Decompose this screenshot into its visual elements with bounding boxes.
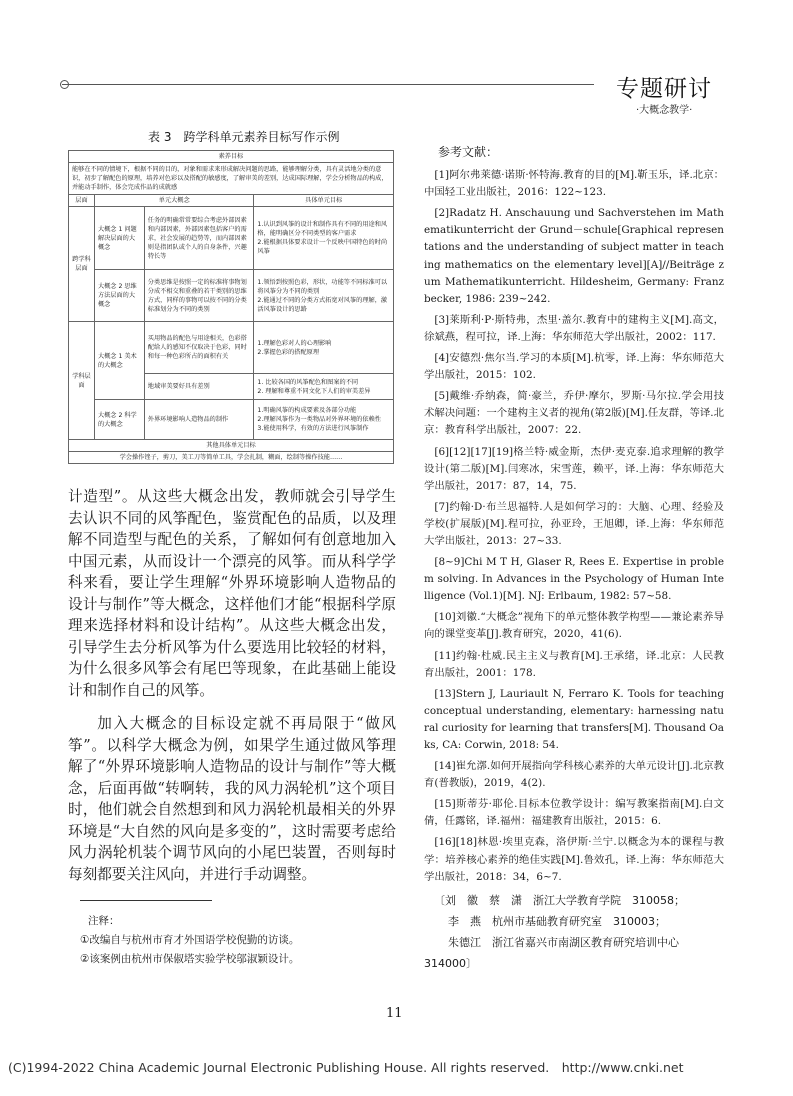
paragraph-text: 计造型”。从这些大概念出发，教师就会引导学生去认识不同的风筝配色，鉴赏配色的品质，以及理解不同造型与配色的关系，了解如何有创意地加入中国元素，从而设计一个漂亮的风筝。而从科学学科来看，要让学生理解“外界环境影响人造物品的设计与制作”等大概念，这样他们才能“根据科学原理来选择材料和设计结构”。从这些大概念出发，引导学生去分析风筝为什么要选用比较轻的材料，为什么很多风筝会有尾巴等现象，在此基础上能设计和制作自己的风筝。 (68, 488, 396, 699)
author-line: 李 燕 杭州市基础教育研究室 310003； (448, 914, 666, 928)
reference-item: [2]Radatz H. Anschauung und Sachverstehen im Mathematikunterricht der Grund－schule[Graphical representations and the understanding of subject matter in teaching mathematics on the elementary level][A]//Beiträge zum Mathematikunterricht. Hildesheim, Germany: Franzbecker, 1986: 239~242. (424, 207, 724, 305)
table-intro: 能够在不同的情境下，根据不同的目的，对象和需求来形成解决问题的思路，能够理解分类，具有灵活地分类的意识，初步了解配色的原理，培养对色彩以及搭配的敏感度，了解审美的差别，达成国际理解，学会分析物品的构成，并能动手制作，体会完成作品的成就感 (69, 163, 394, 195)
row-goal: 1. 比较各国的风筝配色和图案的不同 2. 理解和尊重不同文化下人们的审美差异 (254, 374, 394, 400)
column-subtitle: ·大概念教学· (636, 105, 693, 116)
reference-item: [5]戴维·乔纳森，简·豪兰，乔伊·摩尔，罗斯·马尔拉.学会用技术解决问题：一个建构主义者的视角(第2版)[M].任友群，等译.北京：教育科学出版社，2007：22. (424, 390, 724, 437)
reference-item: [7]约翰·D·布兰思福特.人是如何学习的：大脑、心理、经验及学校(扩展版)[M].程可拉，孙亚玲，王旭卿，译.上海：华东师范大学出版社，2013：27~33. (424, 500, 724, 547)
table-other: 学会操作锉子，剪刀，美工刀等简单工具，学会扎制，糊面，绘制等操作技能…… (69, 452, 394, 464)
header-rule (62, 84, 594, 85)
reference-item: [10]刘徽.“大概念”视角下的单元整体教学构型——兼论素养导向的课堂变革[J].教育研究，2020，41(6). (424, 611, 724, 641)
note-item: ②该案例由杭州市保俶塔实验学校邬淑颖设计。 (80, 953, 300, 965)
row-concept: 大概念 2 科学的大概念 (94, 400, 144, 440)
page-number: 11 (386, 1006, 403, 1021)
row-goal: 1.认识到风筝的设计和制作具有不同的用途和风格，能明确区分不同类型的客户需求 2.能根据具体要求设计一个反映中国特色的时尚风筝 (254, 207, 394, 270)
row-core: 买用物品的配色与用途相关，色彩搭配给人的感知不仅取决于色彩，同时和每一种色彩所占的面积有关 (144, 322, 254, 374)
copyright-footer: (C)1994-2022 China Academic Journal Electronic Publishing House. All rights reserved. http://www.cnki.net (8, 1060, 684, 1075)
header-level: 层面 (69, 195, 95, 207)
header-goal: 具体单元目标 (254, 195, 394, 207)
author-line: 〔刘 徽 蔡 潇 浙江大学教育学院 310058； (434, 893, 685, 907)
reference-item: [15]斯蒂芬·耶伦.目标本位教学设计：编写教案指南[M].白文倩，任露铭，译.福州：福建教育出版社，2015：6. (424, 798, 724, 828)
row-core: 地域审美要好具有差别 (144, 374, 254, 400)
author-info (424, 890, 724, 974)
reference-item: [4]安德烈·焦尔当.学习的本质[M].杭零，译.上海：华东师范大学出版社，2015：102. (424, 352, 724, 382)
reference-item: [1]阿尔弗莱德·诺斯·怀特海.教育的目的[M].靳玉乐，译.北京：中国轻工业出版社，2016：122~123. (424, 169, 724, 199)
row-concept: 大概念 2 思维方法层面的大概念 (94, 270, 144, 322)
column-title: 专题研讨 (616, 76, 712, 102)
reference-item: [8~9]Chi M T H, Glaser R, Rees E. Expertise in problem solving. In Advances in the Psychology of Human Intelligence (Vol.1)[M]. NJ: Erlbaum, 1982: 57~58. (424, 556, 724, 603)
row-goal: 1.理解色彩对人的心理影响 2.掌握色彩的搭配原理 (254, 322, 394, 374)
notes-rule (80, 900, 212, 901)
table-other-label: 其他具体单元目标 (69, 440, 394, 452)
notes (80, 912, 390, 969)
reference-item: [14]崔允漷.如何开展指向学科核心素养的大单元设计[J].北京教育(普教版)，2019，4(2). (424, 760, 724, 790)
note-item: ①改编自与杭州市育才外国语学校倪勤的访谈。 (80, 934, 300, 946)
references (424, 144, 724, 974)
reference-item: [11]约翰·杜威.民主主义与教育[M].王承绪，译.北京：人民教育出版社，2001：178. (424, 649, 724, 679)
notes-heading: 注释： (88, 915, 120, 927)
row-core: 任务的明确常常要综合考虑外部因素和内部因素，外部因素包括客户的需求，社会发展的趋势等，而内部因素则是指团队或个人的自身条件，兴趣特长等 (144, 207, 254, 270)
table-caption: 表 3 跨学科单元素养目标写作示例 (148, 130, 340, 144)
row-core: 分类思维是按照一定的标准将事物划分成不相交和重叠的若干类别的思维方式，同样的事物可以按不同的分类标准划分为不同的类别 (144, 270, 254, 322)
references-heading: 参考文献： (438, 145, 499, 159)
table-section-label: 素养目标 (69, 151, 394, 163)
goals-table (68, 150, 394, 464)
row-goal: 1.明确风筝的构成要素及各部分功能 2.理解风筝作为一类物品对外界环境的依赖性 3.能使用科学，有效的方法进行风筝制作 (254, 400, 394, 440)
reference-item: [13]Stern J, Lauriault N, Ferraro K. Tools for teaching conceptual understanding, elementary: harnessing natural curiosity for learning that transfers[M]. Thousand Oaks, CA: Corwin, 2018: 54. (424, 687, 724, 751)
reference-item: [16][18]林恩·埃里克森，洛伊斯·兰宁.以概念为本的课程与教学：培养核心素养的绝佳实践[M].鲁效孔，译.上海：华东师范大学出版社，2018：34，6~7. (424, 836, 724, 883)
level-subject: 学科层面 (69, 322, 95, 440)
body-paragraph-2 (68, 713, 396, 885)
author-line: 朱德江 浙江省嘉兴市南湖区教育研究培训中心 (448, 935, 679, 949)
author-line: 314000〕 (424, 956, 477, 970)
header-concept: 单元大概念 (94, 195, 253, 207)
row-concept: 大概念 1 美术的大概念 (94, 322, 144, 400)
reference-item: [6][12][17][19]格兰特·威金斯，杰伊·麦克泰.追求理解的教学设计(第二版)[M].闫寒冰，宋雪莲，赖平，译.上海：华东师范大学出版社，2017：87，14，75. (424, 445, 724, 492)
level-cross: 跨学科层面 (69, 207, 95, 322)
row-goal: 1.领悟到按照色彩，形状，功能等不同标准可以将风筝分为不同的类别 2.能通过不同的分类方式拓宽对风筝的理解，激活风筝设计的思路 (254, 270, 394, 322)
paragraph-text: 加入大概念的目标设定就不再局限于“做风筝”。以科学大概念为例，如果学生通过做风筝理解了“外界环境影响人造物品的设计与制作”等大概念，后面再做“转啊转，我的风力涡轮机”这个项目时，他们就会自然想到和风力涡轮机最相关的外界环境是“大自然的风向是多变的”，这时需要考虑给风力涡轮机装个调节风向的小尾巴装置，否则每时每刻都要关注风向，并进行手动调整。 (68, 715, 396, 883)
row-core: 外界环境影响人造物品的制作 (144, 400, 254, 440)
body-paragraph-1 (68, 486, 396, 701)
reference-item: [3]莱斯利·P·斯特弗，杰里·盖尔.教育中的建构主义[M].高文，徐斌燕，程可拉，译.上海：华东师范大学出版社，2002：117. (424, 313, 724, 343)
row-concept: 大概念 1 问题解决层面的大概念 (94, 207, 144, 270)
